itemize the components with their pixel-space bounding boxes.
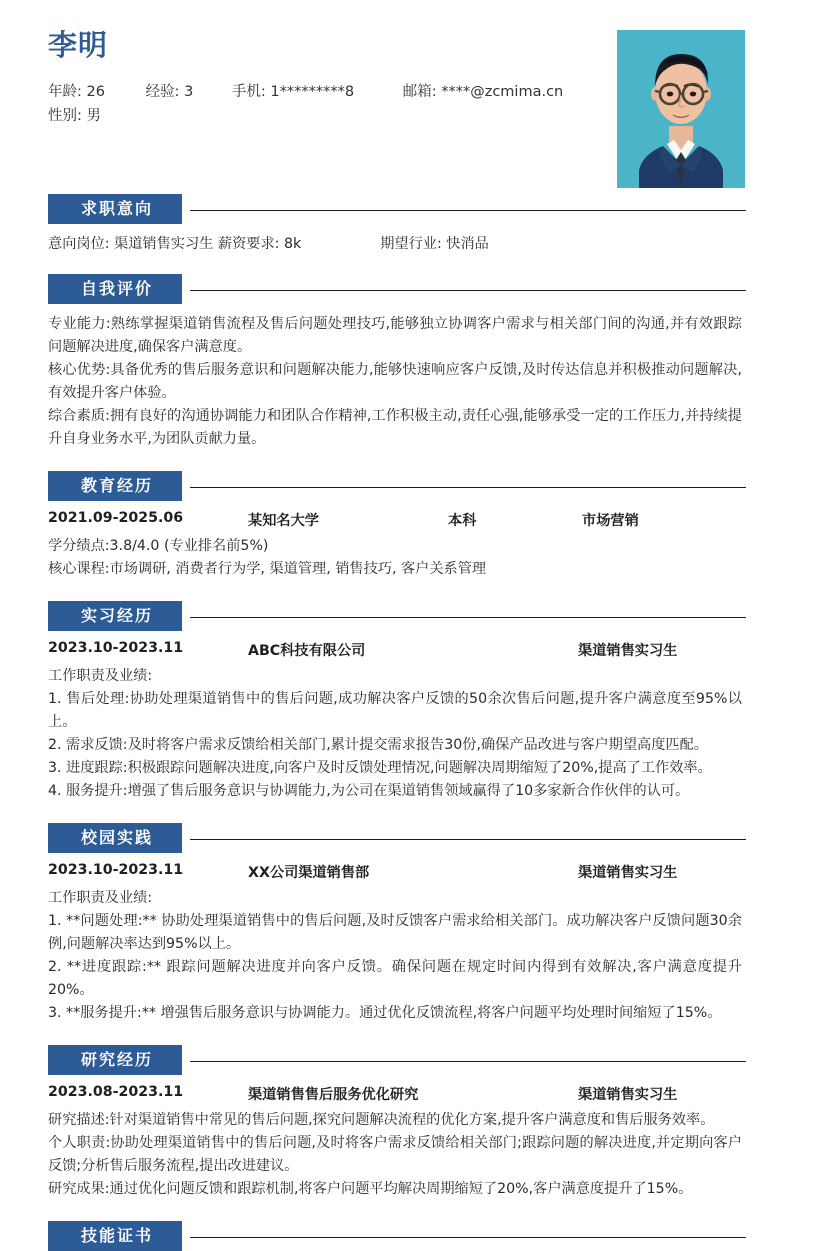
spacer (48, 581, 772, 597)
section-divider (190, 1237, 746, 1238)
section-title-campus-practice: 校园实践 (48, 823, 182, 853)
section-divider (190, 210, 746, 211)
research-details (48, 1109, 772, 1201)
avatar (617, 30, 745, 188)
internship-detail-line: 4. 服务提升:增强了售后服务意识与协调能力,为公司在渠道销售领域赢得了10多家新合作伙伴的认可。 (48, 783, 690, 799)
profile-field-gender (48, 104, 101, 128)
profile-field-email-label: 邮箱: (402, 83, 437, 100)
section-title-self-evaluation: 自我评价 (48, 274, 182, 304)
internship-role: 渠道销售实习生 (578, 643, 678, 659)
profile-field-age (48, 80, 105, 104)
profile-field-experience-label: 经验: (145, 83, 180, 100)
internship-detail-heading: 工作职责及业绩: (48, 668, 153, 684)
campus-company: XX公司渠道销售部 (248, 865, 370, 881)
education-school: 某知名大学 (248, 513, 319, 529)
spacer (48, 1025, 772, 1041)
section-divider (190, 487, 746, 488)
section-divider (190, 290, 746, 291)
section-header-internship (48, 601, 772, 631)
spacer (48, 803, 772, 819)
education-detail-line: 学分绩点:3.8/4.0 (专业排名前5%) (48, 538, 269, 554)
intent-position-label: 意向岗位: (48, 236, 110, 252)
self-evaluation-body (48, 313, 772, 451)
page-title: 李明 (48, 28, 109, 62)
internship-details (48, 665, 772, 803)
internship-detail-line: 2. 需求反馈:及时将客户需求反馈给相关部门,累计提交需求报告30份,确保产品改进与客户期望高度匹配。 (48, 737, 708, 753)
section-campus-practice (48, 823, 772, 1025)
section-divider (190, 839, 746, 840)
resume-header (48, 0, 772, 190)
internship-detail-line: 1. 售后处理:协助处理渠道销售中的售后问题,成功解决客户反馈的50余次售后问题,提升客户满意度至95%以上。 (48, 691, 742, 730)
education-date: 2021.09-2025.06 (48, 510, 184, 526)
education-degree: 本科 (448, 513, 477, 529)
intent-salary-value: 8k (283, 236, 302, 252)
research-date: 2023.08-2023.11 (48, 1084, 184, 1100)
research-detail-line: 个人职责:协助处理渠道销售中的售后问题,及时将客户需求反馈给相关部门;跟踪问题的解决进度,并定期向客户反馈;分析售后服务流程,提出改进建议。 (48, 1135, 742, 1174)
education-details (48, 535, 772, 581)
profile-field-gender-value: 男 (86, 107, 101, 124)
campus-role: 渠道销售实习生 (578, 865, 678, 881)
section-education (48, 471, 772, 581)
section-title-education: 教育经历 (48, 471, 182, 501)
self-evaluation-paragraph: 综合素质:拥有良好的沟通协调能力和团队合作精神,工作积极主动,责任心强,能够承受一定的工作压力,并持续提升自身业务水平,为团队贡献力量。 (48, 408, 742, 447)
intent-industry-value: 快消品 (446, 236, 489, 252)
internship-entry-row (48, 640, 772, 662)
section-header-research (48, 1045, 772, 1075)
profile-field-phone (232, 80, 354, 104)
profile-field-phone-value: 1*********8 (270, 83, 355, 100)
internship-date: 2023.10-2023.11 (48, 640, 184, 656)
section-header-self-evaluation (48, 274, 772, 304)
job-intent-line (48, 233, 772, 256)
campus-details (48, 887, 772, 1025)
profile-field-phone-label: 手机: (231, 83, 266, 100)
intent-salary-label: 薪资要求: (217, 236, 280, 252)
section-title-research: 研究经历 (48, 1045, 182, 1075)
profile-field-experience (146, 80, 194, 104)
education-entry-row (48, 510, 772, 532)
research-detail-line: 研究描述:针对渠道销售中常见的售后问题,探究问题解决流程的优化方案,提升客户满意度和售后服务效率。 (48, 1112, 715, 1128)
section-header-education (48, 471, 772, 501)
internship-detail-line: 3. 进度跟踪:积极跟踪问题解决进度,向客户及时反馈处理情况,问题解决周期缩短了20%,提高了工作效率。 (48, 760, 712, 776)
research-entry-row (48, 1084, 772, 1106)
campus-detail-line: 1. **问题处理:** 协助处理渠道销售中的售后问题,及时反馈客户需求给相关部门。成功解决客户反馈问题30余例,问题解决率达到95%以上。 (48, 913, 742, 952)
profile-field-age-label: 年龄: (48, 83, 82, 100)
section-title-skills-certificates: 技能证书 (48, 1221, 182, 1251)
profile-field-age-value: 26 (86, 83, 105, 100)
campus-entry-row (48, 862, 772, 884)
section-skills-certificates (48, 1221, 772, 1251)
education-detail-line: 核心课程:市场调研, 消费者行为学, 渠道管理, 销售技巧, 客户关系管理 (48, 561, 487, 577)
section-job-intent (48, 194, 772, 256)
profile-field-email (403, 80, 564, 104)
internship-company: ABC科技有限公司 (248, 643, 366, 659)
spacer (48, 451, 772, 467)
section-research (48, 1045, 772, 1201)
education-major: 市场营销 (582, 513, 639, 529)
section-divider (190, 617, 746, 618)
self-evaluation-paragraph: 专业能力:熟练掌握渠道销售流程及售后问题处理技巧,能够独立协调客户需求与相关部门间的沟通,并有效跟踪问题解决进度,确保客户满意度。 (48, 316, 742, 355)
research-role: 渠道销售实习生 (578, 1087, 678, 1103)
intent-position-value: 渠道销售实习生 (114, 236, 214, 252)
campus-detail-line: 3. **服务提升:** 增强售后服务意识与协调能力。通过优化反馈流程,将客户问题平均处理时间缩短了15%。 (48, 1005, 722, 1021)
campus-date: 2023.10-2023.11 (48, 862, 184, 878)
section-divider (190, 1061, 746, 1062)
section-title-job-intent: 求职意向 (48, 194, 182, 224)
spacer (48, 260, 772, 270)
section-title-internship: 实习经历 (48, 601, 182, 631)
intent-industry-label: 期望行业: (380, 236, 442, 252)
campus-detail-line: 2. **进度跟踪:** 跟踪问题解决进度并向客户反馈。确保问题在规定时间内得到有效解决,客户满意度提升20%。 (48, 959, 742, 998)
profile-field-email-value: ****@zcmima.cn (441, 83, 564, 100)
self-evaluation-paragraph: 核心优势:具备优秀的售后服务意识和问题解决能力,能够快速响应客户反馈,及时传达信息并积极推动问题解决,有效提升客户体验。 (48, 362, 742, 401)
campus-detail-heading: 工作职责及业绩: (48, 890, 153, 906)
section-header-campus-practice (48, 823, 772, 853)
profile-field-gender-label: 性别: (48, 107, 82, 124)
research-topic: 渠道销售售后服务优化研究 (248, 1087, 419, 1103)
section-header-skills-certificates (48, 1221, 772, 1251)
section-self-evaluation (48, 274, 772, 451)
spacer (48, 1201, 772, 1217)
profile-field-experience-value: 3 (184, 83, 194, 100)
section-internship (48, 601, 772, 803)
section-header-job-intent (48, 194, 772, 224)
research-detail-line: 研究成果:通过优化问题反馈和跟踪机制,将客户问题平均解决周期缩短了20%,客户满意度提升了15%。 (48, 1181, 693, 1197)
